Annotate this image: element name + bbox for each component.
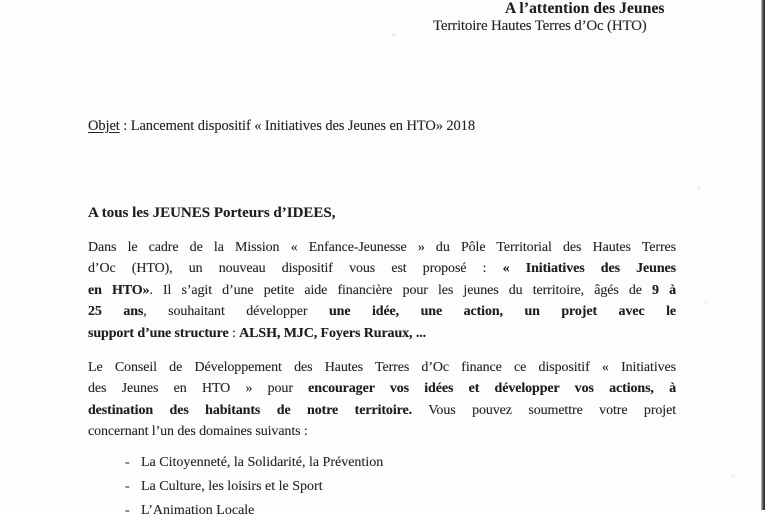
list-item-text: L’Animation Locale [141,503,255,519]
bullet-dash: - [125,479,130,495]
text-line [88,323,676,344]
text-segment: Le Conseil de Développement des Hautes Terres d’Oc finance ce dispositif « Initiatives [88,360,676,375]
text-segment: ALSH, MJC, Foyers Ruraux, ... [239,325,427,341]
list-item [88,451,676,475]
text-segment: des Jeunes en HTO » pour [88,381,309,397]
text-line [88,378,676,399]
text-segment: d’Oc (HTO), un nouveau dispositif vous est proposé : [88,261,503,277]
text-line [88,301,676,322]
text-segment: destination des habitants de notre territoire. [88,402,412,418]
subject-label: Objet [88,118,120,134]
scan-speck [731,474,735,477]
text-segment: concernant l’un des domaines suivants : [88,424,308,440]
recipient-territory-line: Territoire Hautes Terres d’Oc (HTO) [433,18,647,34]
list-item [88,499,676,523]
text-segment: en HTO» [88,282,150,298]
text-line [88,237,676,258]
list-item [88,475,676,499]
text-segment: Vous pouvez soumettre votre projet [411,402,676,418]
salutation-line: A tous les JEUNES Porteurs d’IDEES, [88,205,336,221]
paragraph-financement [88,357,676,443]
text-segment: « Initiatives des Jeunes [502,261,676,277]
bullet-dash: - [125,455,130,470]
recipient-attention-line: A l’attention des Jeunes [505,0,665,17]
list-item-text: La Culture, les loisirs et le Sport [141,479,323,495]
text-segment: support d’une structure [88,325,229,341]
subject-line [88,118,475,135]
bullet-dash: - [125,503,130,519]
scan-edge-strip [761,0,765,510]
text-line [88,357,676,378]
paragraph-dispositif [88,237,676,344]
text-segment: : [228,325,240,341]
text-segment: , souhaitant développer [143,304,329,320]
scan-speck [703,301,708,305]
scan-speck [392,33,396,36]
text-segment: 25 ans [88,304,144,320]
text-segment: encourager vos idées et développer vos actions, à [308,381,676,397]
subject-text: : Lancement dispositif « Initiatives des Jeunes en HTO» 2018 [119,118,475,134]
text-segment: 9 à [652,282,677,298]
scan-speck [697,186,701,190]
text-line [88,258,676,279]
text-line [88,421,676,442]
text-segment: Dans le cadre de la Mission « Enfance-Jeunesse » du Pôle Territorial des Hautes Terres [88,240,676,255]
text-line [88,400,676,421]
list-item-text: La Citoyenneté, la Solidarité, la Prévention [141,455,384,470]
text-segment: . Il s’agit d’une petite aide financière pour les jeunes du territoire, âgés de [149,282,653,298]
text-line [88,280,676,301]
text-segment: une idée, une action, un projet avec le [328,304,677,320]
domain-list [88,451,676,524]
